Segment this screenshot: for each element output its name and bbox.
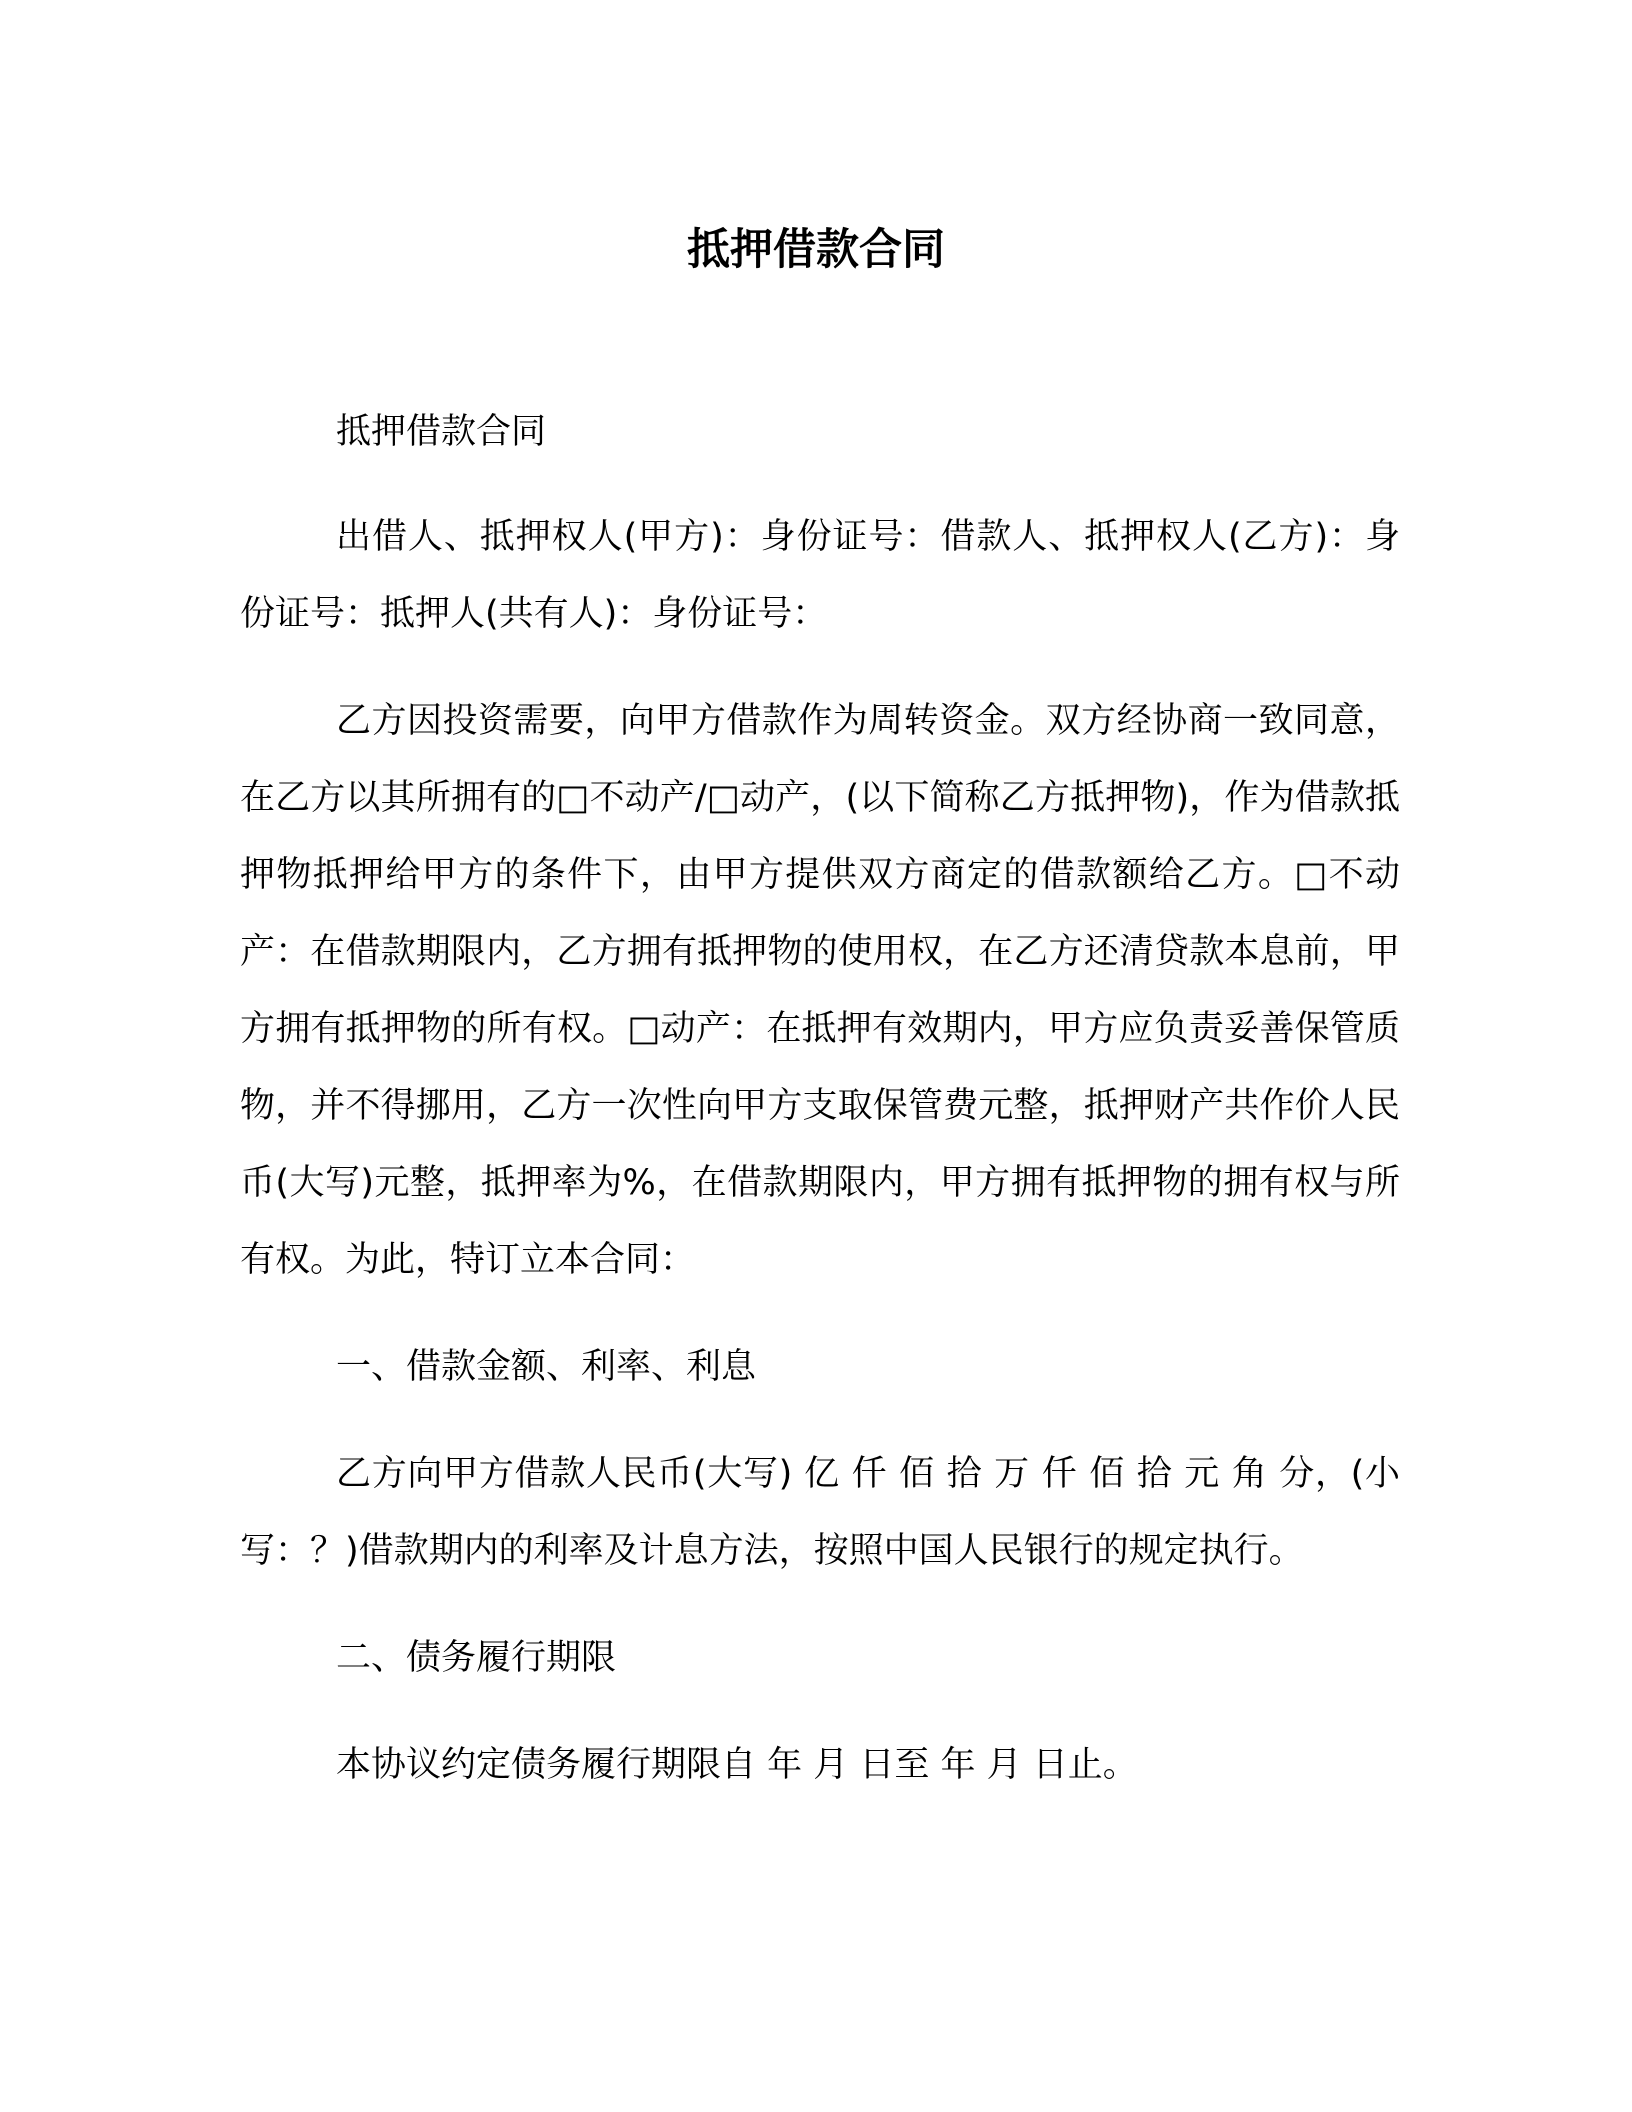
section-1-body: 乙方向甲方借款人民币(大写) 亿 仟 佰 拾 万 仟 佰 拾 元 角 分，(小写：？)借款期内的利率及计息方法，按照中国人民银行的规定执行。: [240, 1454, 1400, 1571]
section-2-body: 本协议约定债务履行期限自 年 月 日至 年 月 日止。: [336, 1745, 1138, 1785]
section-1-heading: 一、借款金额、利率、利息: [336, 1347, 757, 1387]
parties-paragraph: 出借人、抵押权人(甲方)：身份证号：借款人、抵押权人(乙方)：身份证号：抵押人(共有人)：身份证号：: [240, 517, 1400, 634]
document-body: [240, 394, 1400, 1834]
preamble-paragraph: 乙方因投资需要，向甲方借款作为周转资金。双方经协商一致同意，在乙方以其所拥有的□不动产/□动产，(以下简称乙方抵押物)，作为借款抵押物抵押给甲方的条件下，由甲方提供双方商定的借款额给乙方。□不动产：在借款期限内，乙方拥有抵押物的使用权，在乙方还清贷款本息前，甲方拥有抵押物的所有权。□动产：在抵押有效期内，甲方应负责妥善保管质物，并不得挪用，乙方一次性向甲方支取保管费元整，抵押财产共作价人民币(大写)元整，抵押率为%，在借款期限内，甲方拥有抵押物的拥有权与所有权。为此，特订立本合同：: [240, 701, 1400, 1280]
document-subtitle: 抵押借款合同: [336, 412, 547, 452]
document-title: 抵押借款合同: [687, 225, 945, 275]
section-2-heading: 二、债务履行期限: [336, 1638, 617, 1678]
